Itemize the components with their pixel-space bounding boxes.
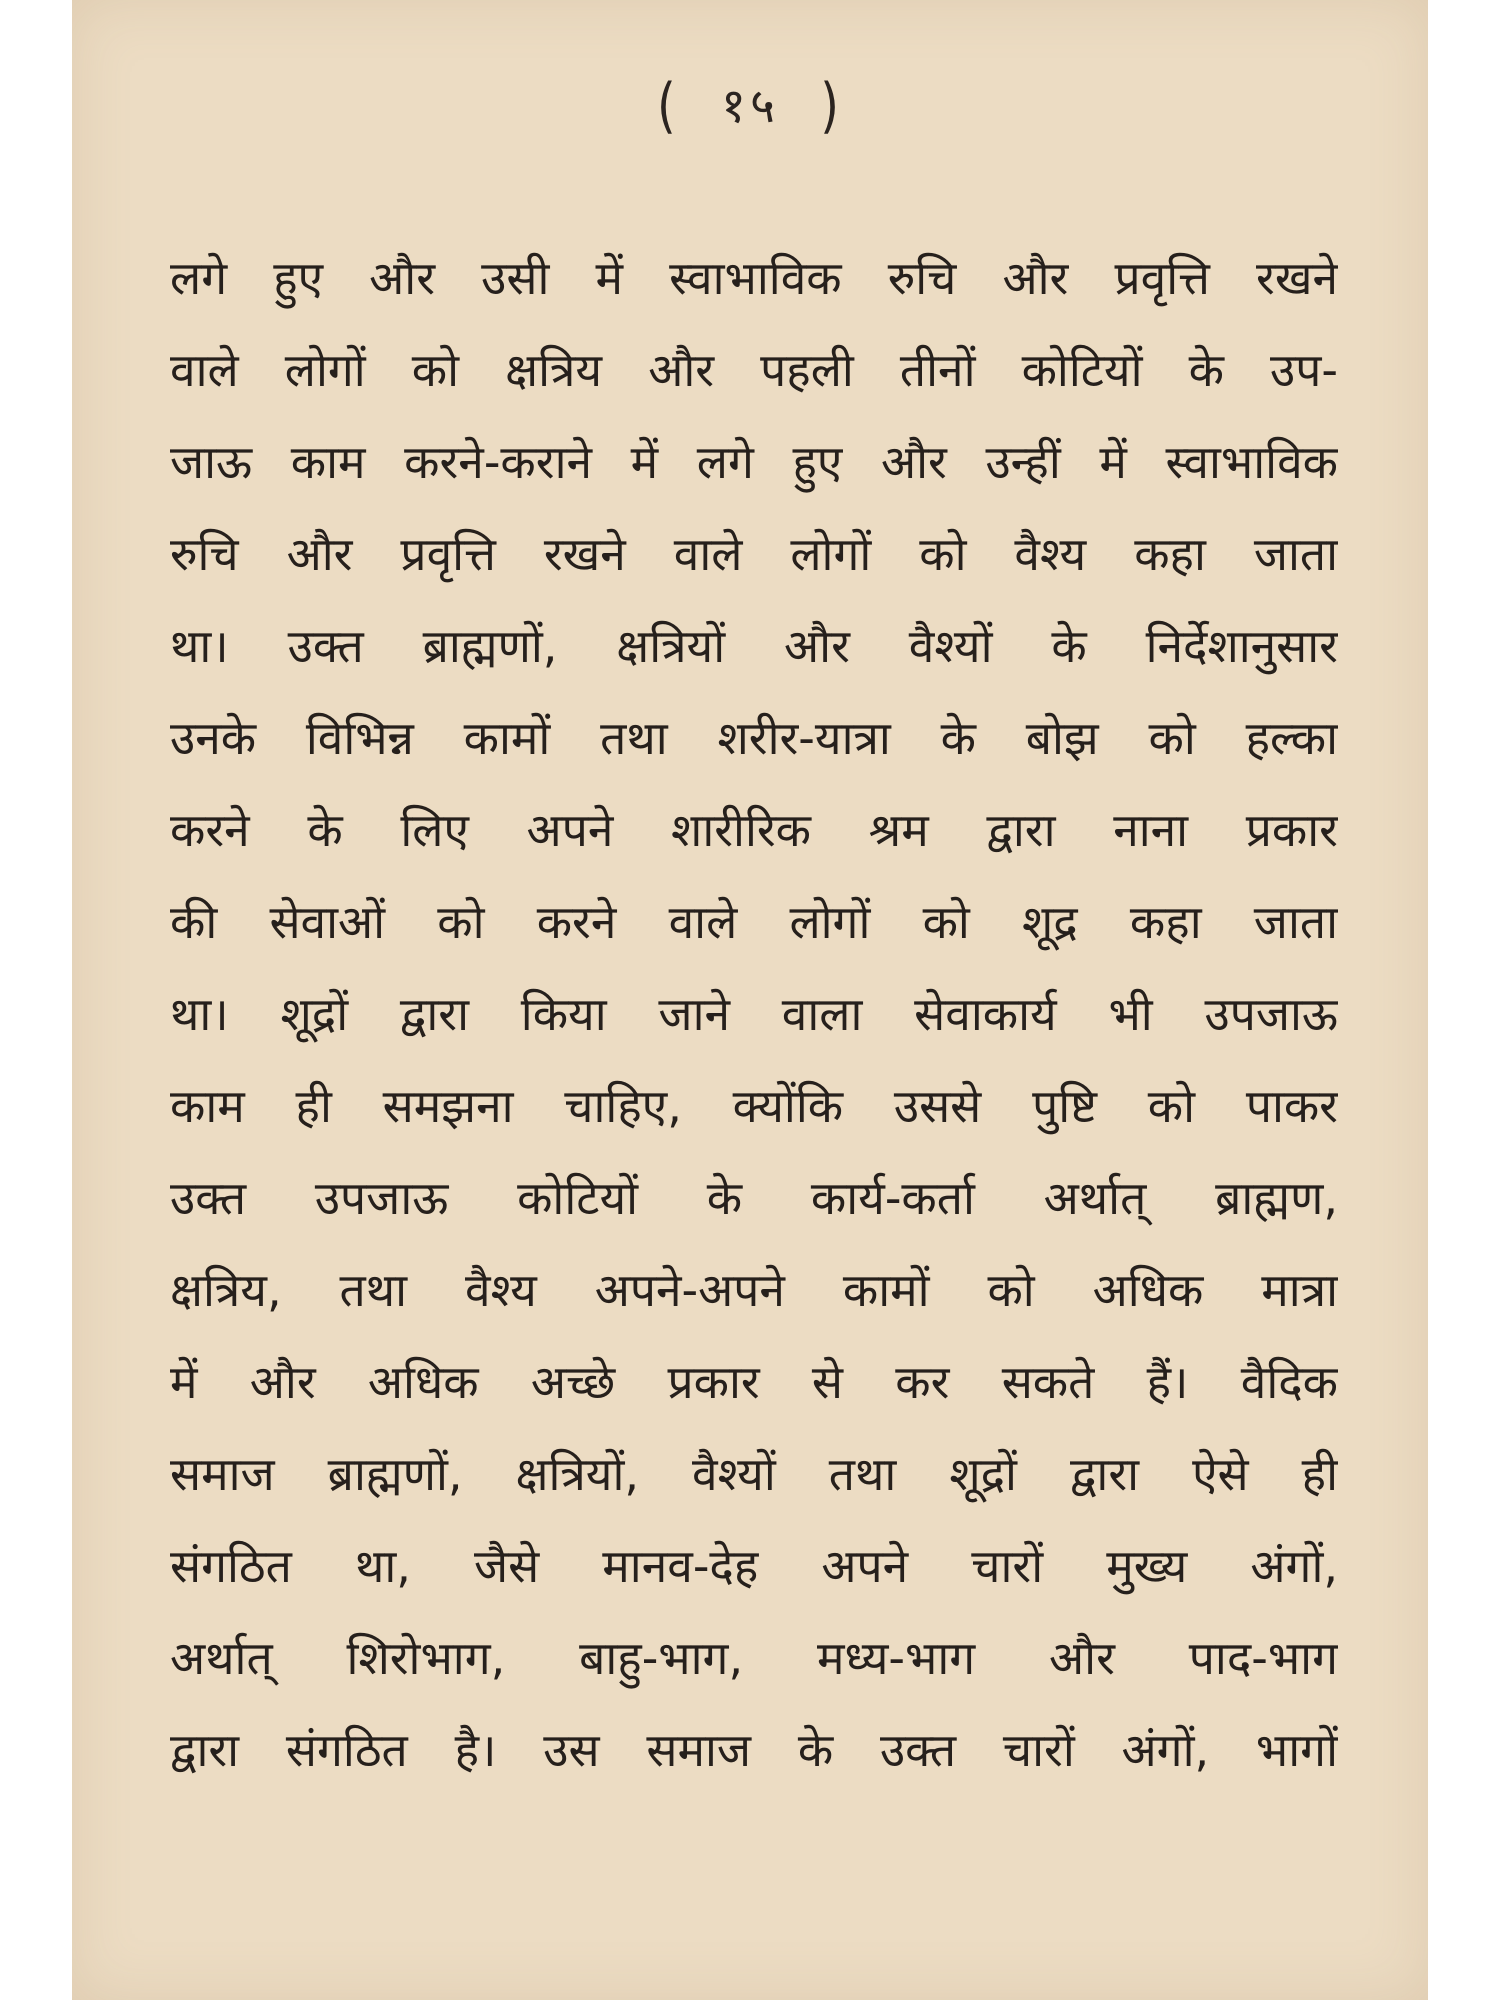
- text-line: करने के लिए अपने शारीरिक श्रम द्वारा नाना प्रकार: [170, 803, 1338, 857]
- page-number-value: १५: [721, 78, 779, 134]
- text-line: क्षत्रिय, तथा वैश्य अपने-अपने कामों को अधिक मात्रा: [170, 1263, 1338, 1317]
- text-line: अर्थात् शिरोभाग, बाहु-भाग, मध्य-भाग और पाद-भाग: [170, 1631, 1338, 1685]
- text-line: रुचि और प्रवृत्ति रखने वाले लोगों को वैश्य कहा जाता: [170, 527, 1338, 581]
- text-line: काम ही समझना चाहिए, क्योंकि उससे पुष्टि को पाकर: [170, 1079, 1338, 1133]
- page-number-open-paren: (: [657, 71, 680, 141]
- text-line: समाज ब्राह्मणों, क्षत्रियों, वैश्यों तथा शूद्रों द्वारा ऐसे ही: [170, 1447, 1338, 1501]
- book-page: [72, 0, 1428, 2000]
- text-line: की सेवाओं को करने वाले लोगों को शूद्र कहा जाता: [170, 895, 1338, 949]
- text-line: संगठित था, जैसे मानव-देह अपने चारों मुख्य अंगों,: [170, 1539, 1338, 1593]
- text-line: द्वारा संगठित है। उस समाज के उक्त चारों अंगों, भागों: [170, 1723, 1338, 1777]
- text-line: उक्त उपजाऊ कोटियों के कार्य-कर्ता अर्थात् ब्राह्मण,: [170, 1171, 1338, 1225]
- text-line: उनके विभिन्न कामों तथा शरीर-यात्रा के बोझ को हल्का: [170, 711, 1338, 765]
- text-line: जाऊ काम करने-कराने में लगे हुए और उन्हीं में स्वाभाविक: [170, 435, 1338, 489]
- text-line: था। उक्त ब्राह्मणों, क्षत्रियों और वैश्यों के निर्देशानुसार: [170, 619, 1338, 673]
- text-line: में और अधिक अच्छे प्रकार से कर सकते हैं। वैदिक: [170, 1355, 1338, 1409]
- text-line: था। शूद्रों द्वारा किया जाने वाला सेवाकार्य भी उपजाऊ: [170, 987, 1338, 1041]
- page-number-close-paren: ): [820, 71, 843, 141]
- page-number: [72, 71, 1428, 141]
- text-line: वाले लोगों को क्षत्रिय और पहली तीनों कोटियों के उप-: [170, 343, 1338, 397]
- body-text: [170, 232, 1338, 1796]
- text-line: लगे हुए और उसी में स्वाभाविक रुचि और प्रवृत्ति रखने: [170, 251, 1338, 305]
